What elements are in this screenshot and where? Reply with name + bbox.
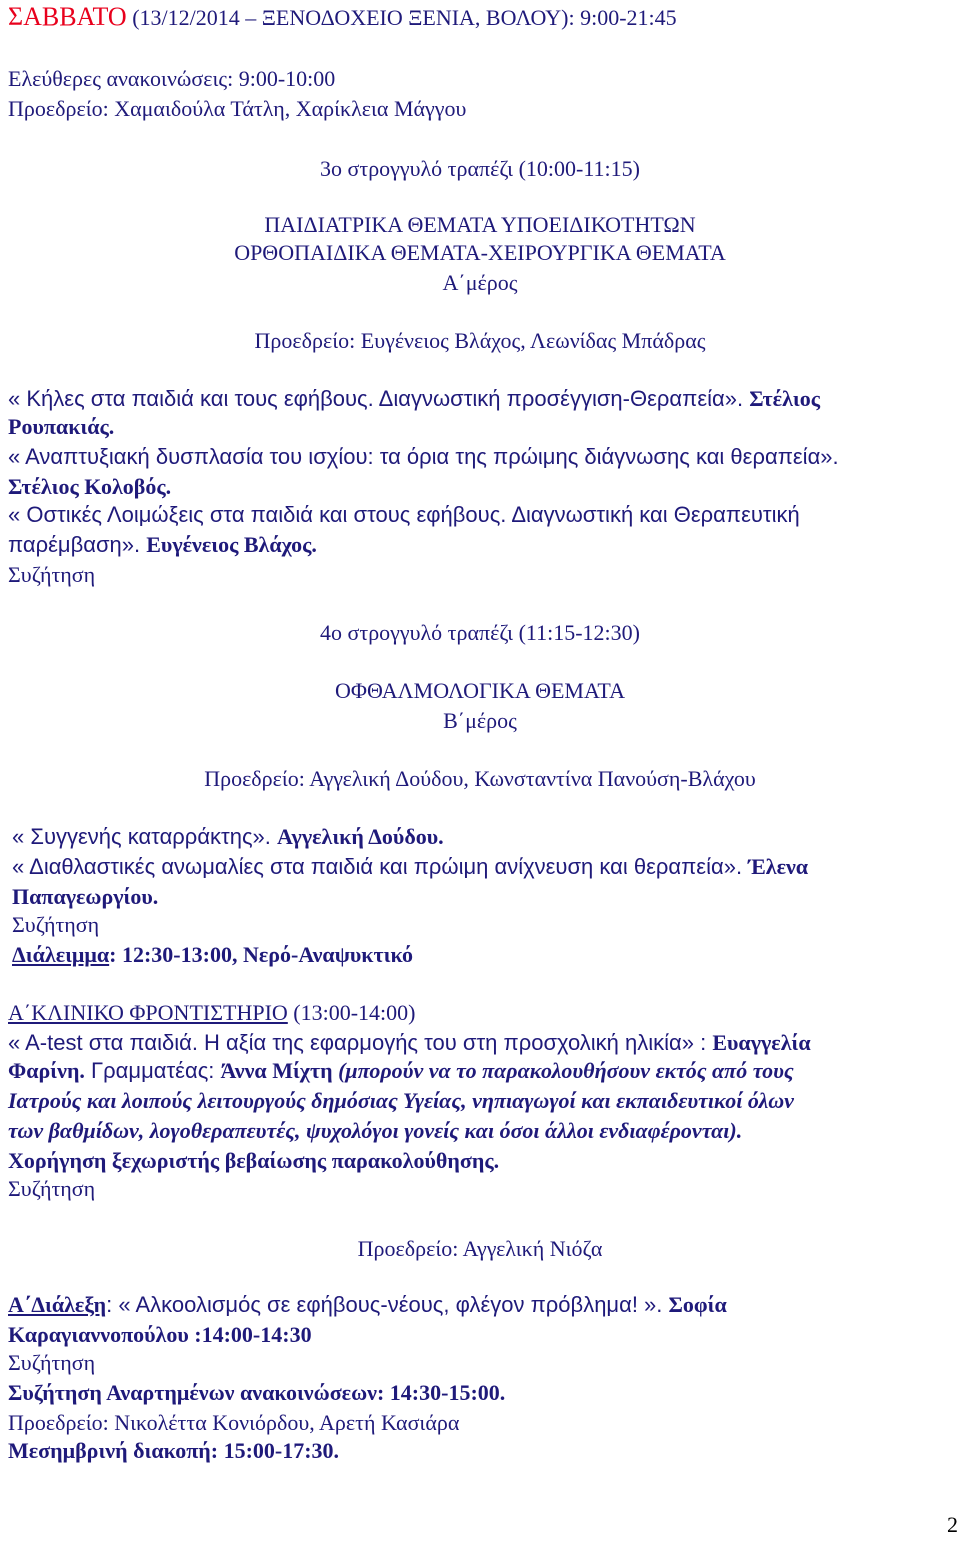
audience-note: (μπορούν να το παρακολουθήσουν εκτός από τους xyxy=(332,1058,794,1083)
table3-chair: Προεδρείο: Ευγένειος Βλάχος, Λεωνίδας Μπάδρας xyxy=(254,328,706,353)
workshop-speaker-cont: Φαρίνη. xyxy=(8,1058,85,1083)
page-number: 2 xyxy=(947,1512,958,1537)
table4-title: 4ο στρογγυλό τραπέζι (11:15-12:30) xyxy=(320,620,640,645)
table3-topic-2: ΟΡΘΟΠΑΙΔΙΚΑ ΘΕΜΑΤΑ-ΧΕΙΡΟΥΡΓΙΚΑ ΘΕΜΑΤΑ xyxy=(234,240,726,265)
table3-topic-1: ΠΑΙΔΙΑΤΡΙΚΑ ΘΕΜΑΤΑ ΥΠΟΕΙΔΙΚΟΤΗΤΩΝ xyxy=(264,212,696,237)
workshop-line-4: των βαθμίδων, λογοθεραπευτές, ψυχολόγοι γονείς και όσοι άλλοι ενδιαφέρονται). xyxy=(8,1118,743,1143)
talk-title: « Κήλες στα παιδιά και τους εφήβους. Διαγνωστική προσέγγιση-Θεραπεία». xyxy=(8,386,750,411)
day-title: ΣΑΒΒΑΤΟ xyxy=(8,2,127,31)
secretary-name: Άννα Μίχτη xyxy=(220,1058,333,1083)
table4-part: Β΄μέρος xyxy=(443,708,517,733)
lecture-discussion: Συζήτηση xyxy=(8,1350,96,1375)
poster-discussion: Συζήτηση Αναρτημένων ανακοινώσεων: 14:30-15:00. xyxy=(8,1380,506,1405)
workshop-topic: « A-test στα παιδιά. Η αξία της εφαρμογής του στη προσχολική ηλικία» : xyxy=(8,1030,713,1055)
table3-talk-3: « Οστικές Λοιμώξεις στα παιδιά και στους εφήβους. Διαγνωστική και Θεραπευτική xyxy=(8,502,800,527)
day-details: (13/12/2014 – ΞΕΝΟΔΟΧΕΙΟ ΞΕΝΙΑ, ΒΟΛΟΥ): 9:00-21:45 xyxy=(126,5,677,30)
day-header xyxy=(8,4,677,31)
lecture-line-1 xyxy=(8,1292,727,1318)
lecture-chair: Προεδρείο: Αγγελική Νιόζα xyxy=(357,1236,603,1261)
table4-talk-2 xyxy=(12,854,808,880)
workshop-line-1 xyxy=(8,1030,811,1056)
lecture-speaker-time: Καραγιαννοπούλου :14:00-14:30 xyxy=(8,1322,312,1347)
workshop-line-2 xyxy=(8,1058,794,1084)
talk-title: « Διαθλαστικές ανωμαλίες στα παιδιά και πρώιμη ανίχνευση και θεραπεία». xyxy=(12,854,749,879)
poster-chair: Προεδρείο: Νικολέττα Κονιόρδου, Αρετή Κασιάρα xyxy=(8,1410,460,1435)
workshop-title-main: Α΄ΚΛΙΝΙΚΟ ΦΡΟΝΤΙΣΤΗΡΙΟ xyxy=(8,1000,288,1025)
talk-speaker: Έλενα xyxy=(748,854,809,879)
workshop-certificate: Χορήγηση ξεχωριστής βεβαίωσης παρακολούθησης. xyxy=(8,1148,500,1173)
break xyxy=(12,942,413,968)
free-talks: Ελεύθερες ανακοινώσεις: 9:00-10:00 xyxy=(8,66,336,91)
table3-title: 3ο στρογγυλό τραπέζι (10:00-11:15) xyxy=(320,156,640,181)
table4-chair: Προεδρείο: Αγγελική Δούδου, Κωνσταντίνα Πανούση-Βλάχου xyxy=(204,766,756,791)
intro-chair: Προεδρείο: Χαμαιδούλα Τάτλη, Χαρίκλεια Μάγγου xyxy=(8,96,467,121)
table3-talk-3-cont xyxy=(8,532,317,558)
talk-title: παρέμβαση». xyxy=(8,532,147,557)
talk-speaker: Στέλιος xyxy=(749,386,820,411)
break-details: : 12:30-13:00, Νερό-Αναψυκτικό xyxy=(109,942,414,967)
lunch-break: Μεσημβρινή διακοπή: 15:00-17:30. xyxy=(8,1438,340,1463)
table4-discussion: Συζήτηση xyxy=(12,912,100,937)
talk-title: « Συγγενής καταρράκτης». xyxy=(12,824,278,849)
lecture-speaker: Σοφία xyxy=(668,1292,727,1317)
table4-talk-2-speaker: Παπαγεωργίου. xyxy=(12,884,159,909)
secretary-label: Γραμματέας: xyxy=(84,1058,221,1083)
table3-talk-2-speaker: Στέλιος Κολοβός. xyxy=(8,474,172,499)
table3-talk-1-speaker: Ρουπακιάς. xyxy=(8,414,115,439)
table3-talk-2: « Αναπτυξιακή δυσπλασία του ισχίου: τα όρια της πρώιμης διάγνωσης και θεραπεία». xyxy=(8,444,839,469)
table4-talk-1 xyxy=(12,824,444,850)
workshop-title xyxy=(8,1000,416,1026)
talk-speaker: Αγγελική Δούδου. xyxy=(277,824,444,849)
table3-part: Α΄μέρος xyxy=(442,270,518,295)
table3-talk-1 xyxy=(8,386,820,412)
workshop-time: (13:00-14:00) xyxy=(287,1000,416,1025)
lecture-label: Α΄Διάλεξη xyxy=(8,1292,107,1317)
table3-discussion: Συζήτηση xyxy=(8,562,96,587)
workshop-speaker: Ευαγγελία xyxy=(712,1030,811,1055)
workshop-line-3: Ιατρούς και λοιπούς λειτουργούς δημόσιας Υγείας, νηπιαγωγοί και εκπαιδευτικοί όλων xyxy=(8,1088,794,1113)
break-label: Διάλειμμα xyxy=(12,942,110,967)
lecture-title: : « Αλκοολισμός σε εφήβους-νέους, φλέγον πρόβλημα! ». xyxy=(106,1292,669,1317)
table4-topic: ΟΦΘΑΛΜΟΛΟΓΙΚΑ ΘΕΜΑΤΑ xyxy=(334,678,625,703)
talk-speaker: Ευγένειος Βλάχος. xyxy=(146,532,317,557)
workshop-discussion: Συζήτηση xyxy=(8,1176,96,1201)
